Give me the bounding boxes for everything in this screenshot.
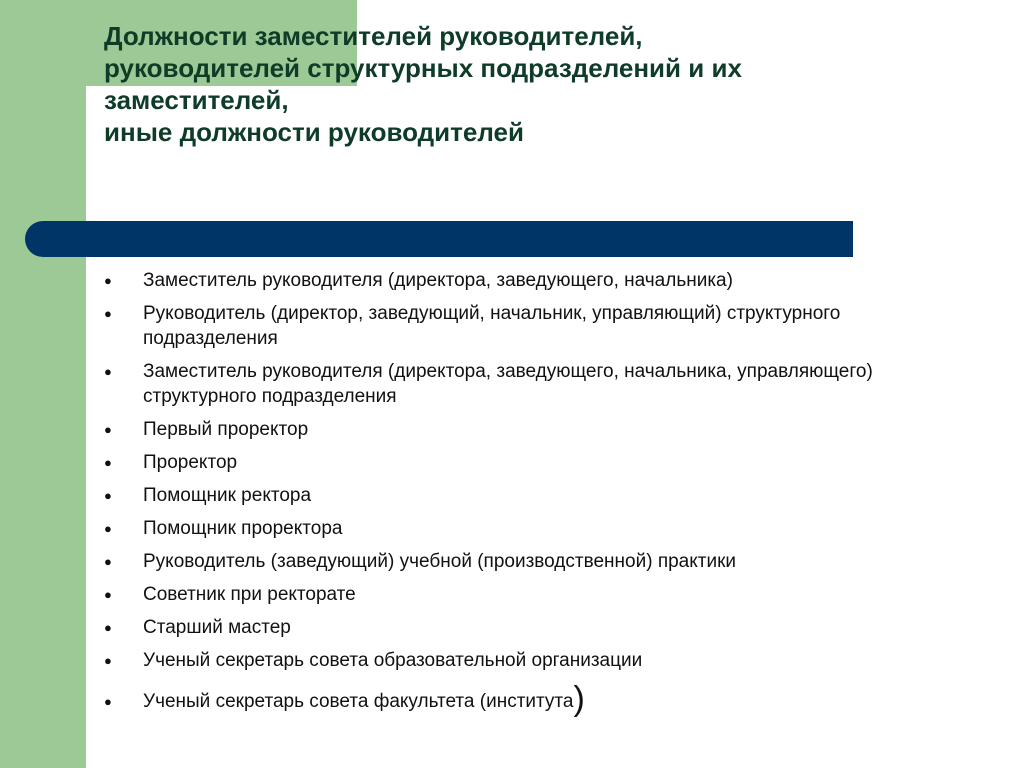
navy-divider-bar-edge [849,221,853,257]
list-item-text: Помощник проректора [143,518,343,539]
bullet-icon: ● [104,273,112,288]
list-item [100,549,920,574]
list-item [100,516,920,541]
title-line: руководителей структурных подразделений и их [104,53,742,83]
list-item [100,582,920,607]
list-item [100,680,920,718]
list-item [100,301,920,351]
list-item-text: Заместитель руководителя (директора, заведующего, начальника) [143,270,733,291]
list-item-text: Старший мастер [143,617,291,638]
list-item-text: Руководитель (заведующий) учебной (производственной) практики [143,551,737,572]
list-item [100,648,920,673]
list-item-text: Ученый секретарь совета факультета (института [143,691,574,712]
bullet-icon: ● [104,455,112,470]
list-item [100,417,920,442]
green-sidebar-decoration [0,0,86,768]
list-item [100,483,920,508]
list-item [100,268,920,293]
bullet-icon: ● [104,488,112,503]
title-line: Должности заместителей руководителей, [104,21,643,51]
list-item-text: Первый проректор [143,419,309,440]
bullet-icon: ● [104,694,112,709]
list-item-text: Заместитель руководителя (директора, заведующего, начальника, управляющего) структурного подразделения [143,361,873,407]
list-item-text: Проректор [143,452,238,473]
list-item [100,450,920,475]
bullet-icon: ● [104,587,112,602]
bullet-icon: ● [104,422,112,437]
title-line: иные должности руководителей [104,117,524,147]
bullet-icon: ● [104,620,112,635]
bullet-icon: ● [104,306,112,321]
list-item-text: Советник при ректорате [143,584,356,605]
slide-title [104,20,964,148]
bullet-icon: ● [104,554,112,569]
bullet-icon: ● [104,653,112,668]
positions-list [100,268,920,722]
list-item [100,359,920,409]
list-item-text: Руководитель (директор, заведующий, начальник, управляющий) структурного подразделения [143,303,841,349]
list-item-text: Помощник ректора [143,485,312,506]
closing-parenthesis: ) [573,680,585,718]
list-item [100,615,920,640]
navy-divider-bar [25,221,853,257]
title-line: заместителей, [104,85,289,115]
list-item-text: Ученый секретарь совета образовательной организации [143,650,643,671]
bullet-icon: ● [104,364,112,379]
bullet-icon: ● [104,521,112,536]
